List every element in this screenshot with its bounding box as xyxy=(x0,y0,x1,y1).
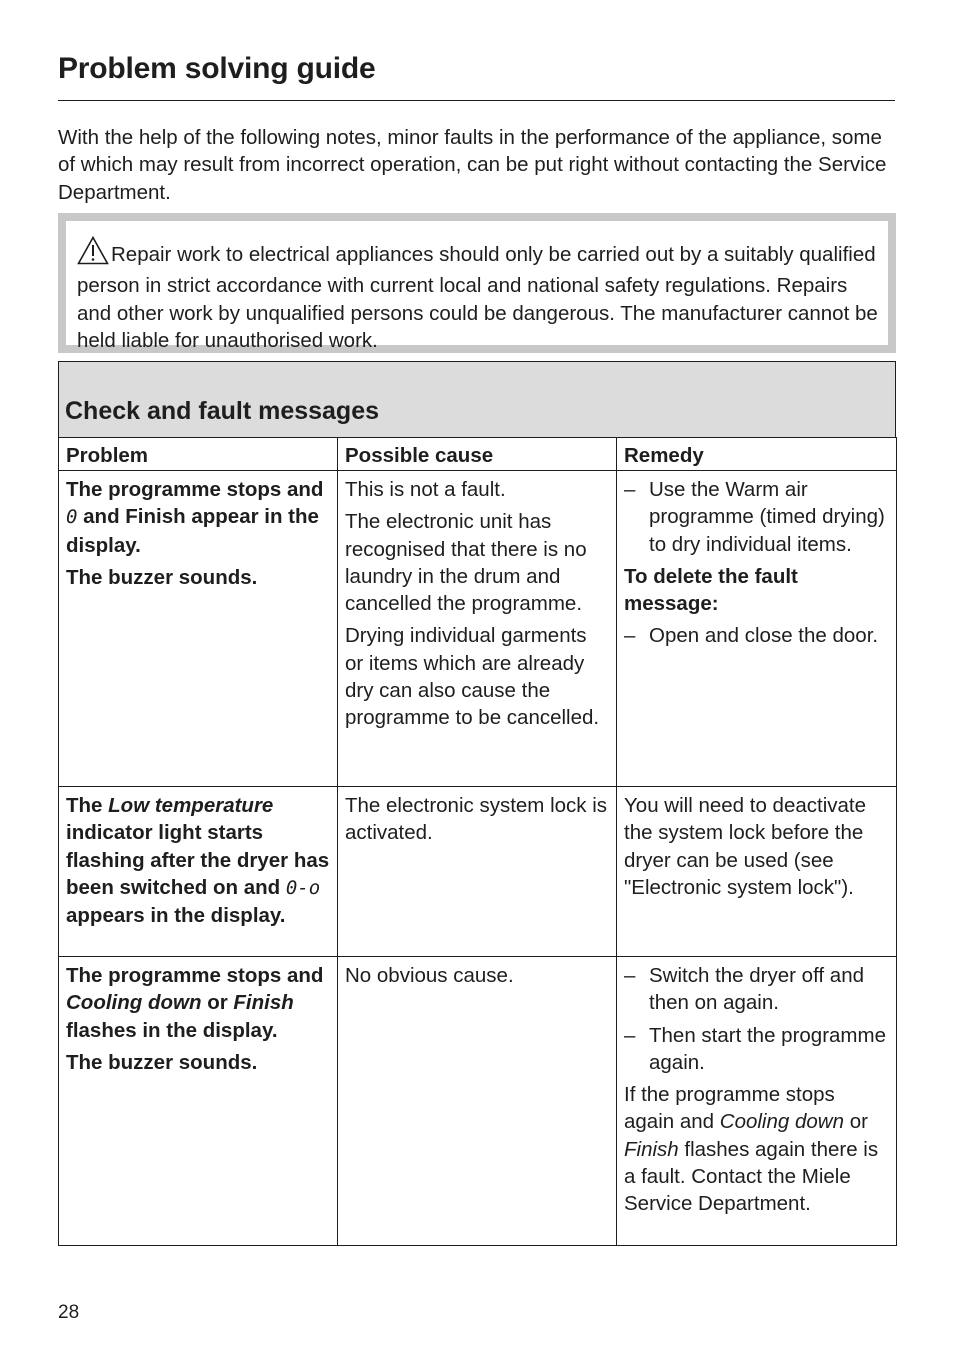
remedy-text-part: or xyxy=(844,1110,868,1134)
column-header-remedy: Remedy xyxy=(617,438,897,471)
display-message: Cooling down xyxy=(719,1110,844,1134)
cause-text: This is not a fault. xyxy=(345,478,506,501)
remedy-text: You will need to deactivate the system lock before the dryer can be used (see "Electronic system lock"). xyxy=(624,794,866,899)
cause-cell xyxy=(338,957,617,1246)
column-header-cause: Possible cause xyxy=(338,438,617,471)
problem-cell xyxy=(59,787,338,957)
display-message: Cooling down xyxy=(66,991,202,1015)
section-title: Check and fault messages xyxy=(65,397,380,425)
cause-text: The electronic unit has recognised that there is no laundry in the drum and cancelled the programme. xyxy=(345,510,587,616)
warning-triangle-icon xyxy=(77,236,109,272)
problem-text-part: flashes in the display. xyxy=(66,1018,278,1042)
dash-marker: – xyxy=(624,1023,636,1047)
remedy-cell xyxy=(617,787,897,957)
problem-text xyxy=(66,476,330,559)
display-message: Finish xyxy=(624,1137,679,1161)
remedy-text: Switch the dryer off and then on again. xyxy=(649,964,864,1015)
cause-cell xyxy=(338,471,617,787)
table-header-row xyxy=(59,438,897,471)
cause-text: Drying individual garments or items which are already dry can also cause the programme to be cancelled. xyxy=(345,624,600,730)
display-message: Finish xyxy=(233,991,294,1015)
remedy-text-part: If the programme stops again and xyxy=(624,1083,835,1134)
cause-cell xyxy=(338,787,617,957)
table-row xyxy=(59,787,897,957)
indicator-name: Low temperature xyxy=(108,794,274,817)
problem-text-part: or xyxy=(201,991,234,1015)
warning-box xyxy=(58,213,896,353)
display-segment-text: 0-o xyxy=(285,876,321,899)
cause-text: No obvious cause. xyxy=(345,964,514,987)
dash-marker: – xyxy=(624,478,636,501)
page-number: 28 xyxy=(58,1302,80,1323)
section-header xyxy=(58,361,896,437)
problem-text-part: appears in the display. xyxy=(66,904,286,928)
page-title: Problem solving guide xyxy=(58,52,376,85)
title-divider xyxy=(58,100,895,101)
intro-paragraph: With the help of the following notes, minor faults in the performance of the appliance, some of which may result from incorrect operation, can be put right without contacting the Service Department. xyxy=(58,126,887,204)
problem-text-part: and Finish appear in the display. xyxy=(66,505,319,557)
remedy-subheading: To delete the fault message: xyxy=(624,564,798,616)
table-row xyxy=(59,957,897,1246)
remedy-text: Open and close the door. xyxy=(649,624,879,648)
remedy-text-part: flashes again there is a fault. Contact the Miele Service Department. xyxy=(624,1137,879,1216)
display-segment-text: 0 xyxy=(66,506,78,529)
problem-text xyxy=(66,962,330,1044)
cause-text: The electronic system lock is activated. xyxy=(345,794,608,845)
remedy-text: Then start the programme again. xyxy=(649,1023,886,1074)
problem-note: The buzzer sounds. xyxy=(66,1050,258,1074)
warning-text: Repair work to electrical appliances should only be carried out by a suitably qualified person in strict accordance with current local and national safety regulations. Repairs and other work by unqualified persons could be dangerous. The manufacturer cannot be held liable for unauthorised work. xyxy=(77,243,878,352)
problem-cell xyxy=(59,957,338,1246)
problem-text-part: The programme stops and xyxy=(66,478,324,501)
remedy-cell xyxy=(617,957,897,1246)
remedy-bullet xyxy=(624,962,889,1017)
dash-marker: – xyxy=(624,964,636,987)
remedy-bullet xyxy=(624,476,889,558)
remedy-text xyxy=(624,1081,889,1217)
problem-text xyxy=(66,792,330,929)
warning-box-inner xyxy=(66,221,888,352)
remedy-cell xyxy=(617,471,897,787)
remedy-bullet xyxy=(624,1022,889,1077)
problem-cell xyxy=(59,471,338,787)
dash-marker: – xyxy=(624,624,636,648)
remedy-bullet xyxy=(624,622,889,649)
problem-text-part: indicator light starts flashing after the dryer has been switched on and xyxy=(66,821,330,899)
remedy-text: Use the Warm air programme (timed drying) to dry individual items. xyxy=(649,478,885,556)
problem-text-part: The programme stops and xyxy=(66,964,324,987)
problem-note: The buzzer sounds. xyxy=(66,565,258,589)
table-row xyxy=(59,471,897,787)
problem-text-part: The xyxy=(66,794,109,817)
fault-table xyxy=(58,437,897,1246)
column-header-problem: Problem xyxy=(59,438,338,471)
